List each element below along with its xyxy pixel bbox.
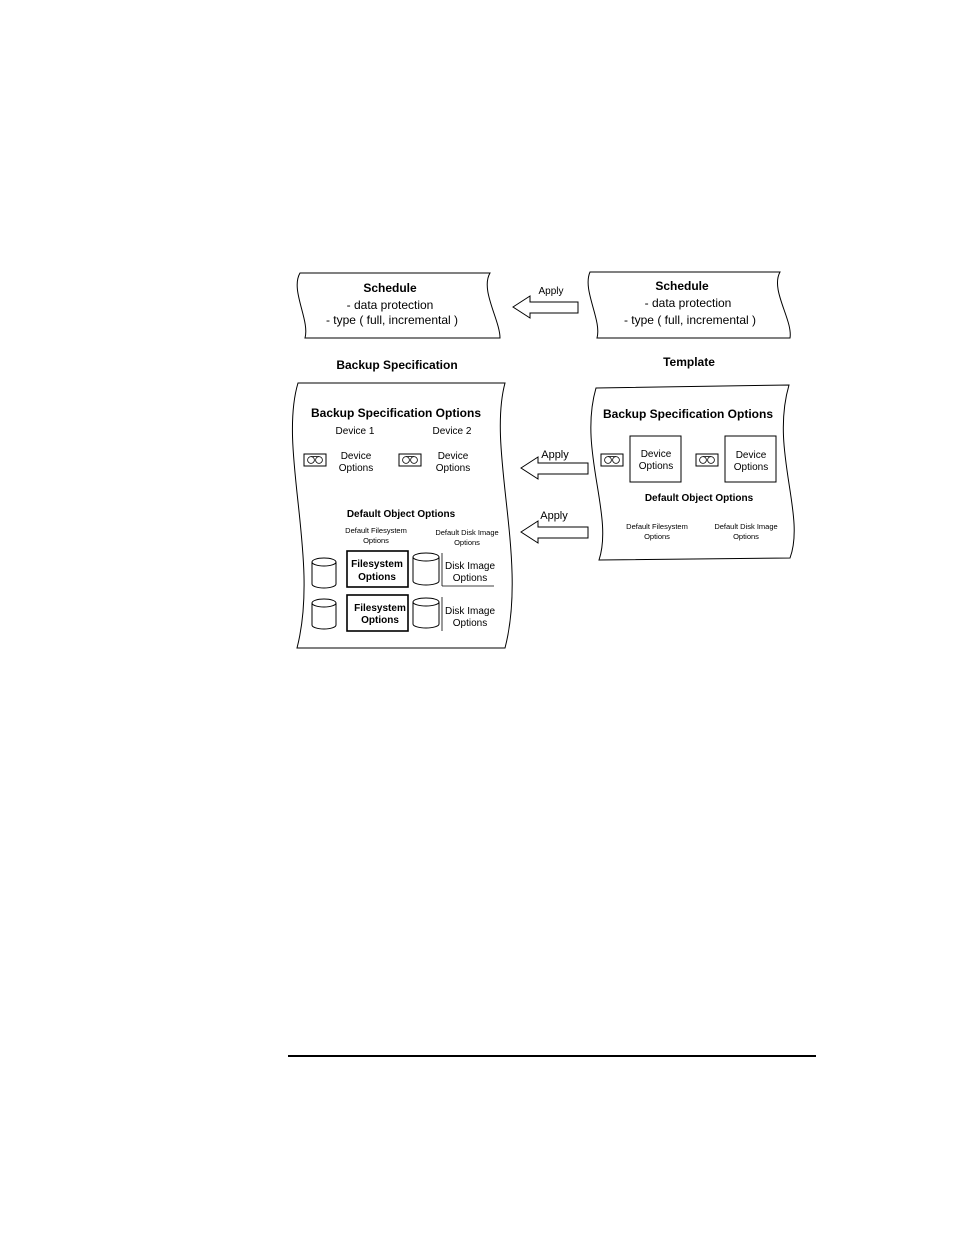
backup-spec-caption: Backup Specification [336, 358, 458, 372]
schedule-data-protection: - data protection [644, 296, 732, 310]
template-options-heading: Backup Specification Options [602, 407, 774, 421]
filesystem-options-box [347, 551, 408, 587]
backup-spec-schedule [297, 273, 500, 338]
backup-spec-options-heading: Backup Specification Options [310, 406, 482, 420]
default-object-options-heading: Default Object Options [644, 493, 754, 504]
schedule-type: - type ( full, incremental ) [325, 313, 459, 327]
footer-rule [288, 1055, 816, 1057]
device-options-label: Options [733, 462, 769, 473]
tape-drive-icon [399, 454, 421, 466]
default-filesystem-options-label: Options [644, 532, 670, 541]
disk-image-options-label: Disk Image [444, 561, 496, 572]
device-options-label: Device [640, 449, 672, 460]
filesystem-options-label: Options [358, 572, 396, 583]
disk-icon [312, 558, 336, 588]
device-options-box [630, 436, 681, 482]
tape-drive-icon [304, 454, 326, 466]
apply-label: Apply [541, 449, 569, 461]
default-filesystem-options-label: Default Filesystem [345, 526, 407, 535]
template-schedule [588, 272, 790, 338]
schedule-type: - type ( full, incremental ) [623, 313, 757, 327]
device1-label: Device 1 [335, 426, 375, 437]
disk-icon [413, 598, 439, 628]
device-options-label: Device [735, 450, 767, 461]
template-caption: Template [663, 355, 715, 369]
default-filesystem-options-label: Default Filesystem [626, 522, 688, 531]
options-apply-arrow [521, 449, 588, 479]
template-document [591, 385, 794, 560]
schedule-title: Schedule [363, 281, 417, 295]
disk-icon [413, 553, 439, 585]
schedule-title: Schedule [655, 279, 709, 293]
apply-label: Apply [540, 510, 568, 522]
schedule-data-protection: - data protection [346, 298, 434, 312]
filesystem-options-box [347, 595, 408, 631]
device2-options-label: Options [435, 463, 471, 474]
device-options-box [725, 436, 776, 482]
backup-spec-document [292, 383, 512, 648]
device2-options-label: Device [437, 451, 469, 462]
filesystem-options-label: Options [361, 615, 399, 626]
objects-apply-arrow [521, 510, 588, 543]
default-disk-image-options-label: Default Disk Image [435, 528, 499, 537]
filesystem-options-label: Filesystem [354, 603, 406, 614]
device1-options-label: Device [340, 451, 372, 462]
tape-drive-icon [601, 454, 623, 466]
default-disk-image-options-label: Options [454, 538, 480, 547]
tape-drive-icon [696, 454, 718, 466]
default-disk-image-options-label: Options [733, 532, 759, 541]
default-object-options-heading: Default Object Options [346, 509, 456, 520]
device-options-label: Options [638, 461, 674, 472]
default-disk-image-options-label: Default Disk Image [714, 522, 778, 531]
schedule-apply-arrow [513, 286, 578, 318]
disk-image-options-label: Disk Image [444, 606, 496, 617]
disk-image-options-label: Options [452, 618, 488, 629]
disk-icon [312, 599, 336, 629]
apply-label: Apply [538, 286, 564, 297]
device1-options-label: Options [338, 463, 374, 474]
disk-image-options-label: Options [452, 573, 488, 584]
default-filesystem-options-label: Options [363, 536, 389, 545]
device2-label: Device 2 [432, 426, 472, 437]
filesystem-options-label: Filesystem [351, 559, 403, 570]
